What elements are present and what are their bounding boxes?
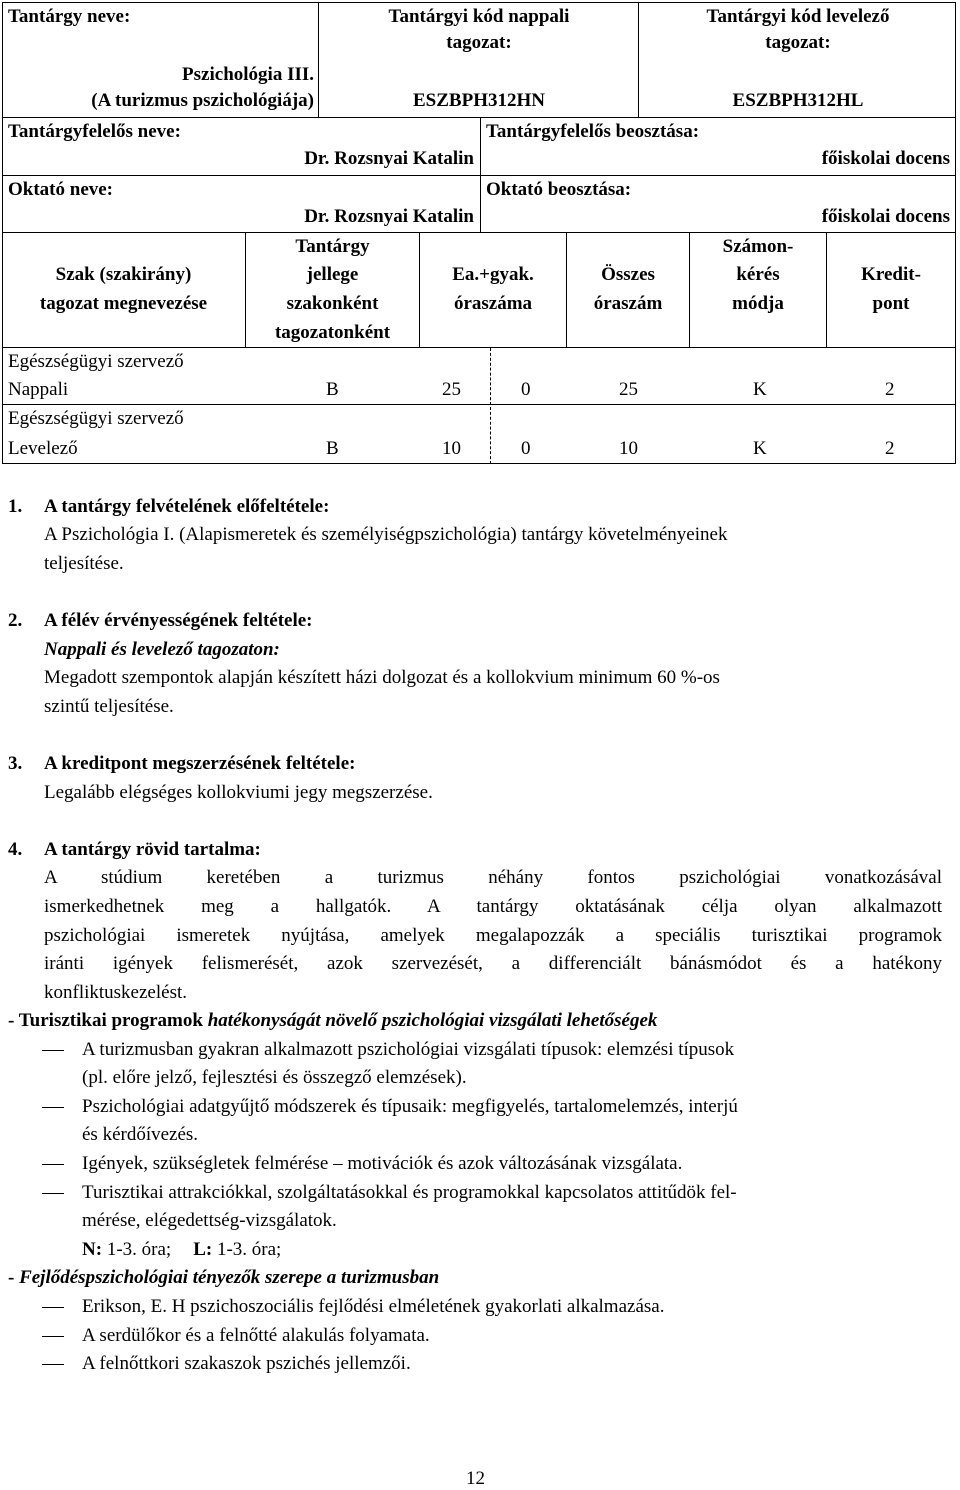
course-name-line1: Pszichológia III. bbox=[182, 64, 314, 85]
bullet-dash bbox=[42, 1336, 64, 1337]
section-4-text-3: pszichológiai ismeretek nyújtása, amelyek megalapozzák a speciális turisztikai programok bbox=[44, 925, 942, 946]
page-number: 12 bbox=[466, 1468, 485, 1489]
row-2-lecture: 10 bbox=[442, 438, 461, 459]
section-2-number: 2. bbox=[8, 610, 23, 631]
header-credit-1: Kredit- bbox=[861, 264, 921, 285]
bullet-2-text-1: Pszichológiai adatgyűjtő módszerek és típusaik: megfigyelés, tartalomelemzés, interjú bbox=[82, 1096, 738, 1117]
section-1-number: 1. bbox=[8, 496, 23, 517]
section-4-text-5: konfliktuskezelést. bbox=[44, 982, 187, 1003]
bullet-4-text-2: mérése, elégedettség-vizsgálatok. bbox=[82, 1210, 337, 1231]
topic-2-prefix: - bbox=[8, 1267, 20, 1288]
responsible-pos-label: Tantárgyfelelős beosztása: bbox=[486, 121, 700, 142]
bullet-dash bbox=[42, 1050, 64, 1051]
bullet-dash bbox=[42, 1107, 64, 1108]
row-1-type: B bbox=[326, 379, 339, 400]
responsible-name: Dr. Rozsnyai Katalin bbox=[304, 148, 474, 169]
bullet-dash bbox=[42, 1164, 64, 1165]
bullet-dash bbox=[42, 1364, 64, 1365]
header-type-3: szakonként bbox=[286, 293, 379, 314]
section-4-text-1: A stúdium keretében a turizmus néhány fontos pszichológiai vonatkozásával bbox=[44, 867, 942, 888]
header-total-2: óraszám bbox=[593, 293, 663, 314]
hours-n-value: 1-3. óra; bbox=[102, 1239, 172, 1260]
header-exam-3: módja bbox=[732, 293, 784, 314]
row-1-lecture: 25 bbox=[442, 379, 461, 400]
teacher-pos: főiskolai docens bbox=[821, 206, 950, 227]
header-type-2: jellege bbox=[306, 264, 359, 285]
responsible-label: Tantárgyfelelős neve: bbox=[8, 121, 181, 142]
bullet-4-text-1: Turisztikai attrakciókkal, szolgáltatásokkal és programokkal kapcsolatos attitűdök fel- bbox=[82, 1182, 737, 1203]
teacher-pos-label: Oktató beosztása: bbox=[486, 179, 632, 200]
row-1-practice: 0 bbox=[521, 379, 531, 400]
bullet-1-text-2: (pl. előre jelző, fejlesztési és összegző elemzések). bbox=[82, 1067, 467, 1088]
teacher-name: Dr. Rozsnyai Katalin bbox=[304, 206, 474, 227]
row-2-type: B bbox=[326, 438, 339, 459]
hours-l-value: 1-3. óra; bbox=[212, 1239, 282, 1260]
topic-1-heading bbox=[8, 1010, 657, 1032]
row-2-exam: K bbox=[753, 438, 767, 459]
bullet-dash bbox=[42, 1193, 64, 1194]
header-total-1: Összes bbox=[601, 264, 655, 285]
row-2-major: Egészségügyi szervező bbox=[8, 408, 184, 429]
row-1-total: 25 bbox=[619, 379, 638, 400]
section-3-title: A kreditpont megszerzésének feltétele: bbox=[44, 753, 356, 774]
section-3-number: 3. bbox=[8, 753, 23, 774]
course-name-label: Tantárgy neve: bbox=[8, 6, 131, 27]
teacher-label: Oktató neve: bbox=[8, 179, 114, 200]
section-1-title: A tantárgy felvételének előfeltétele: bbox=[44, 496, 330, 517]
header-type-4: tagozatonként bbox=[274, 322, 391, 343]
header-major-1: Szak (szakirány) bbox=[55, 264, 192, 285]
hours-l-label: L: bbox=[193, 1239, 213, 1260]
bullet-2-text-2: és kérdőívezés. bbox=[82, 1124, 199, 1145]
row-1-mode: Nappali bbox=[8, 379, 69, 400]
row-1-exam: K bbox=[753, 379, 767, 400]
topic-1-title: hatékonyságát növelő pszichológiai vizsgálati lehetőségek bbox=[207, 1010, 658, 1031]
section-4-number: 4. bbox=[8, 839, 23, 860]
section-2-text-1: Megadott szempontok alapján készített házi dolgozat és a kollokvium minimum 60 %-os bbox=[44, 667, 720, 688]
header-major-2: tagozat megnevezése bbox=[39, 293, 208, 314]
section-3-text-1: Legalább elégséges kollokviumi jegy megszerzése. bbox=[44, 782, 433, 803]
section-2-subtitle: Nappali és levelező tagozaton: bbox=[44, 639, 280, 660]
topic-2-title: Fejlődéspszichológiai tényezők szerepe a turizmusban bbox=[19, 1267, 440, 1288]
section-2-title: A félév érvényességének feltétele: bbox=[44, 610, 313, 631]
code-corr-label-2: tagozat: bbox=[765, 32, 831, 53]
code-corr-label-1: Tantárgyi kód levelező bbox=[706, 6, 890, 27]
header-exam-2: kérés bbox=[736, 264, 780, 285]
row-2-mode: Levelező bbox=[8, 438, 78, 459]
header-hours-2: óraszáma bbox=[453, 293, 533, 314]
row-1-major: Egészségügyi szervező bbox=[8, 351, 184, 372]
code-corr-value: ESZBPH312HL bbox=[732, 90, 864, 111]
header-credit-2: pont bbox=[872, 293, 910, 314]
header-exam-1: Számon- bbox=[722, 236, 794, 257]
bullet-3-text-1: Igények, szükségletek felmérése – motivációk és azok változásának vizsgálata. bbox=[82, 1153, 683, 1174]
course-name-line2: (A turizmus pszichológiája) bbox=[91, 90, 314, 111]
code-day-value: ESZBPH312HN bbox=[413, 90, 545, 111]
section-1-text-2: teljesítése. bbox=[44, 553, 124, 574]
topic-1-prefix: - Turisztikai programok bbox=[8, 1010, 208, 1031]
section-4-title: A tantárgy rövid tartalma: bbox=[44, 839, 261, 860]
topic-2-heading bbox=[8, 1267, 439, 1289]
code-day-label-2: tagozat: bbox=[446, 32, 512, 53]
row-2-total: 10 bbox=[619, 438, 638, 459]
bullet-dash bbox=[42, 1307, 64, 1308]
bullet-7-text-1: A felnőttkori szakaszok pszichés jellemzői. bbox=[82, 1353, 411, 1374]
hours-n-label: N: bbox=[82, 1239, 103, 1260]
responsible-pos: főiskolai docens bbox=[821, 148, 950, 169]
bullet-6-text-1: A serdülőkor és a felnőtté alakulás folyamata. bbox=[82, 1325, 430, 1346]
row-1-credit: 2 bbox=[885, 379, 895, 400]
code-day-label-1: Tantárgyi kód nappali bbox=[388, 6, 570, 27]
section-4-text-4: iránti igények felismerését, azok szervezését, a differenciált bánásmódot és a hatékony bbox=[44, 953, 942, 974]
row-2-credit: 2 bbox=[885, 438, 895, 459]
bullet-5-text-1: Erikson, E. H pszichoszociális fejlődési elméletének gyakorlati alkalmazása. bbox=[82, 1296, 665, 1317]
bullet-1-text-1: A turizmusban gyakran alkalmazott pszichológiai vizsgálati típusok: elemzési típusok bbox=[82, 1039, 735, 1060]
course-info-table bbox=[2, 2, 956, 464]
topic-1-hours bbox=[82, 1239, 281, 1261]
row-2-practice: 0 bbox=[521, 438, 531, 459]
section-4-text-2: ismerkedhetnek meg a hallgatók. A tantárgy oktatásának célja olyan alkalmazott bbox=[44, 896, 942, 917]
section-2-text-2: szintű teljesítése. bbox=[44, 696, 174, 717]
section-1-text-1: A Pszichológia I. (Alapismeretek és személyiségpszichológia) tantárgy követelményeinek bbox=[44, 524, 728, 545]
header-type-1: Tantárgy bbox=[295, 236, 370, 257]
header-hours-1: Ea.+gyak. bbox=[452, 264, 534, 285]
